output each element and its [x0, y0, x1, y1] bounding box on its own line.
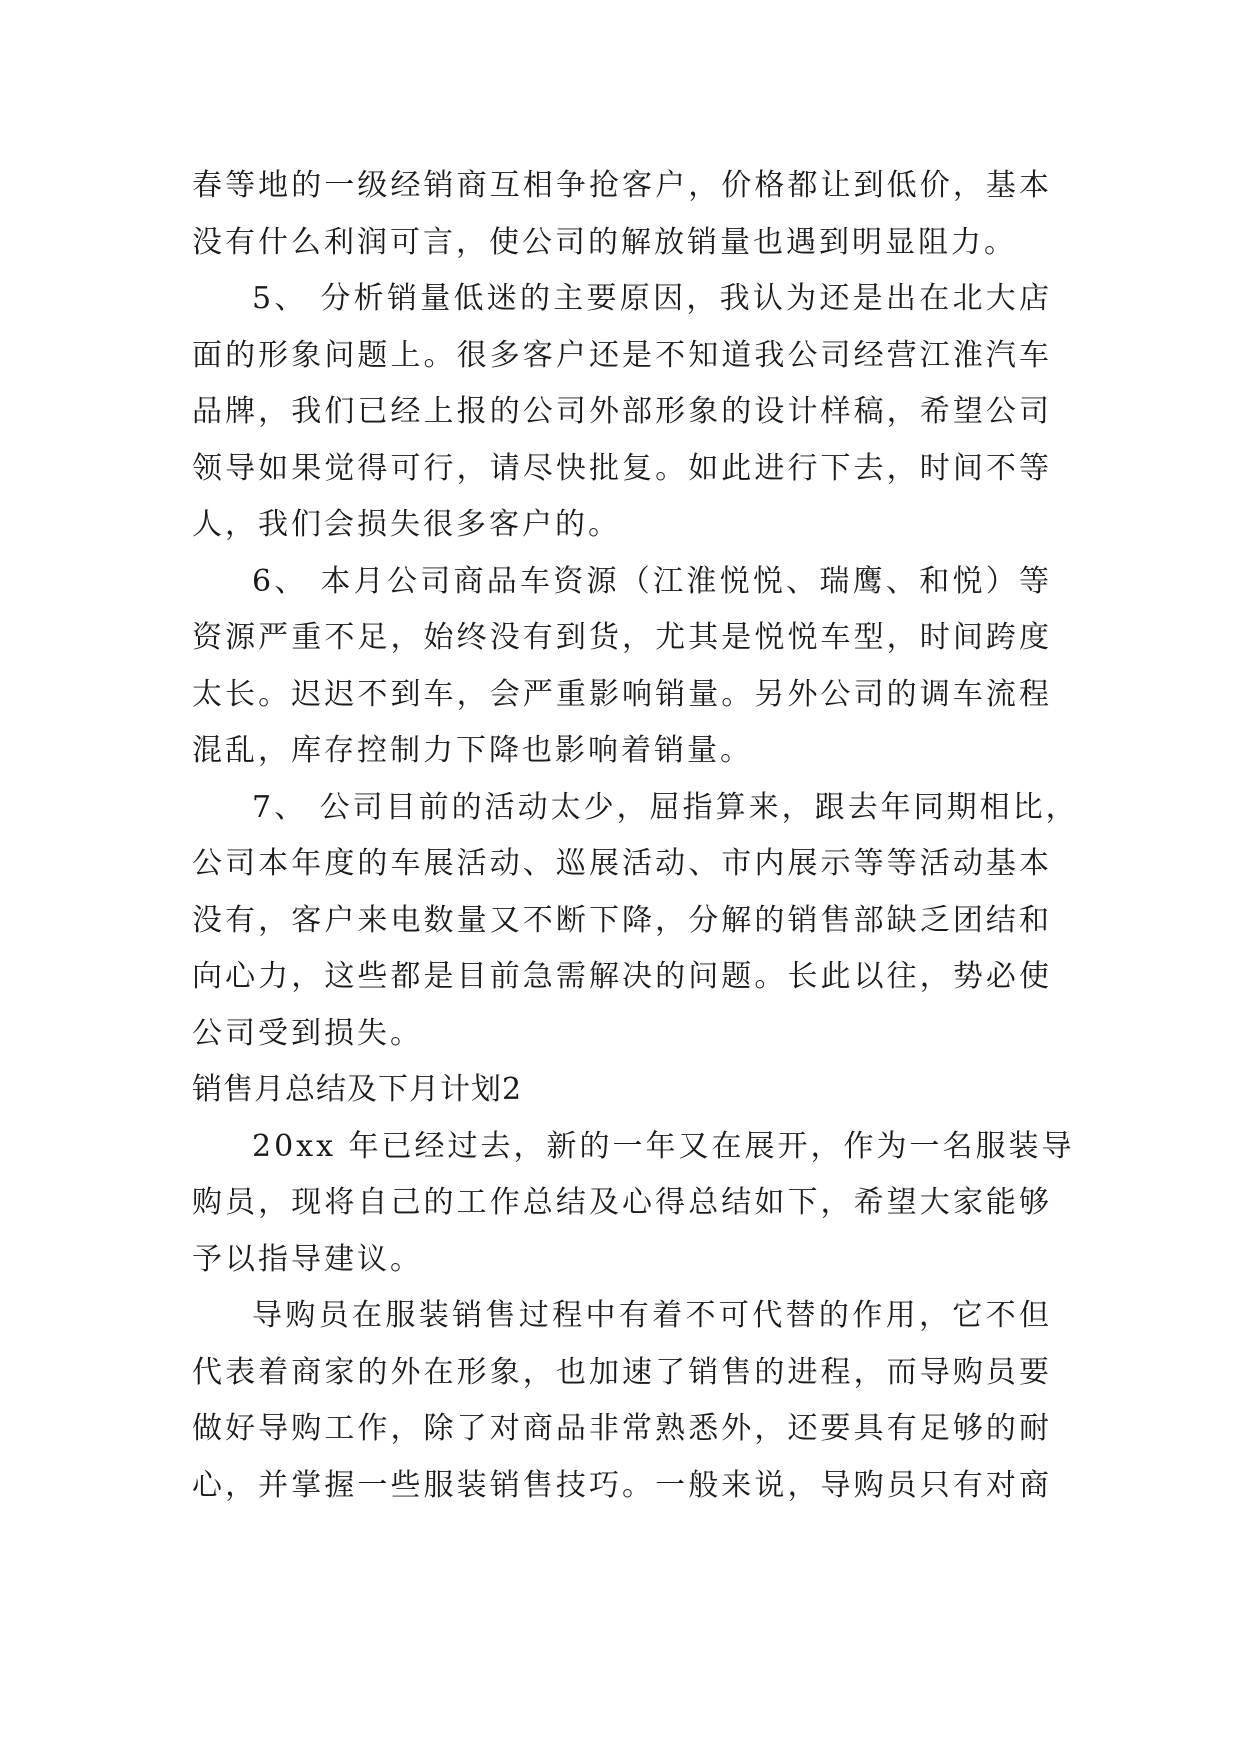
text-line: 春等地的一级经销商互相争抢客户，价格都让到低价，基本 [192, 168, 1052, 203]
text-line: 20xx 年已经过去，新的一年又在展开，作为一名服装导 [252, 1128, 1075, 1164]
text-line: 没有什么利润可言，使公司的解放销量也遇到明显阻力。 [192, 224, 1017, 260]
text-line: 心，并掌握一些服装销售技巧。一般来说，导购员只有对商 [192, 1467, 1052, 1503]
text-line: 做好导购工作，除了对商品非常熟悉外，还要具有足够的耐 [192, 1411, 1052, 1446]
text-line: 太长。迟迟不到车，会严重影响销量。另外公司的调车流程 [192, 676, 1052, 712]
text-line: 品牌，我们已经上报的公司外部形象的设计样稿，希望公司 [192, 394, 1052, 429]
text-line: 向心力，这些都是目前急需解决的问题。长此以往，势必使 [192, 959, 1052, 994]
text-line: 公司受到损失。 [192, 1015, 423, 1051]
text-line: 导购员在服装销售过程中有着不可代替的作用，它不但 [252, 1298, 1052, 1333]
text-line: 5、 分析销量低迷的主要原因，我认为还是出在北大店 [252, 281, 1052, 316]
text-line: 人，我们会损失很多客户的。 [192, 507, 621, 542]
text-line: 予以指导建议。 [192, 1241, 423, 1277]
section-heading: 销售月总结及下月计划2 [192, 1072, 523, 1107]
document-body [192, 158, 1079, 1514]
text-line: 混乱，库存控制力下降也影响着销量。 [192, 733, 753, 768]
text-line: 面的形象问题上。很多客户还是不知道我公司经营江淮汽车 [192, 337, 1052, 373]
text-line: 6、 本月公司商品车资源（江淮悦悦、瑞鹰、和悦）等 [252, 563, 1052, 599]
text-line: 代表着商家的外在形象，也加速了销售的进程，而导购员要 [192, 1354, 1052, 1390]
text-line: 公司本年度的车展活动、巡展活动、市内展示等等活动基本 [192, 846, 1052, 881]
text-line: 没有，客户来电数量又不断下降，分解的销售部缺乏团结和 [192, 902, 1052, 938]
text-line: 资源严重不足，始终没有到货，尤其是悦悦车型，时间跨度 [192, 620, 1052, 655]
text-line: 领导如果觉得可行，请尽快批复。如此进行下去，时间不等 [192, 450, 1052, 486]
text-line: 7、 公司目前的活动太少，屈指算来，跟去年同期相比， [252, 789, 1079, 825]
text-line: 购员，现将自己的工作总结及心得总结如下，希望大家能够 [192, 1185, 1052, 1220]
